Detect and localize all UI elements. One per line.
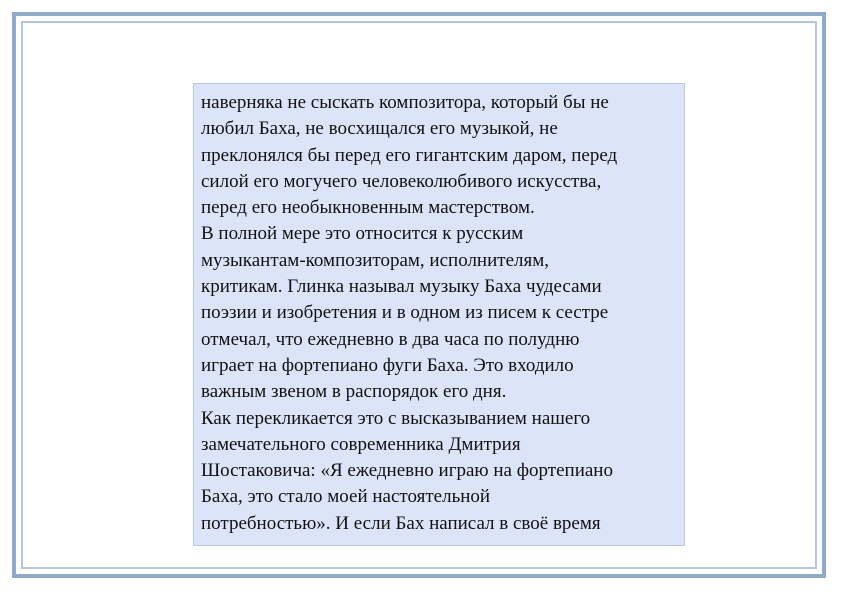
text-line: потребностью». И если Бах написал в своё время [201,512,601,534]
text-line: любил Баха, не восхищался его музыкой, не [201,118,558,140]
text-line: музыкантам-композиторам, исполнителям, [201,249,550,271]
text-line: В полной мере это относится к русским [201,223,524,245]
text-line: силой его могучего человеколюбивого искусства, [201,170,602,192]
text-box [193,83,685,546]
text-line: важным звеном в распорядок его дня. [201,381,507,403]
text-line: преклонялся бы перед его гигантским даром, перед [201,144,618,166]
text-line: перед его необыкновенным мастерством. [201,197,535,219]
text-line: Как перекликается это с высказыванием нашего [201,407,591,429]
paragraph-2 [201,221,678,405]
text-line: наверняка не сыскать композитора, который бы не [201,92,609,113]
paragraph-1 [201,90,678,221]
text-line: Баха, это стало моей настоятельной [201,486,491,508]
text-line: отмечал, что ежедневно в два часа по полудню [201,328,580,350]
text-line: Шостаковича: «Я ежедневно играю на фортепиано [201,460,613,482]
text-line: критикам. Глинка называл музыку Баха чудесами [201,276,602,298]
text-line: играет на фортепиано фуги Баха. Это входило [201,354,574,376]
text-line: замечательного современника Дмитрия [201,433,521,455]
text-line: поэзии и изобретения и в одном из писем к сестре [201,302,609,324]
paragraph-3 [201,406,678,537]
